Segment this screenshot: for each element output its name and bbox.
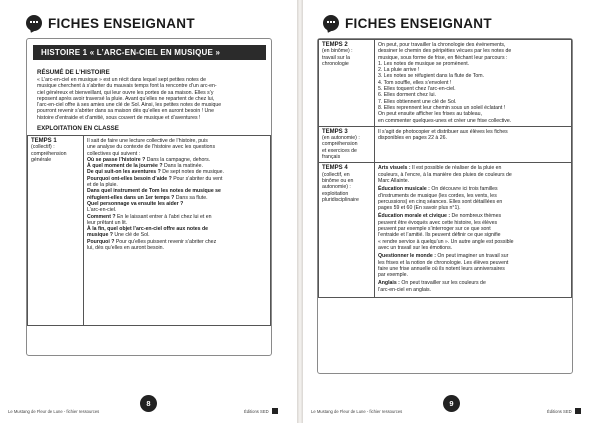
temps1-intro-line: une analyse du contexte de l’histoire avec les questions [87, 144, 216, 151]
question: À la fin, quel objet l’arc-en-ciel offre aux notes de [87, 226, 209, 233]
temps-subtitle: exploitation [322, 190, 349, 197]
temps1-label [28, 136, 84, 326]
chronology-step: 5. Elles toquent chez l’arc-en-ciel. [378, 86, 456, 93]
temps4-content [375, 163, 572, 298]
temps2-outro-line: On peut ensuite afficher les frises au tableau, [378, 111, 483, 118]
temps-subtitle: (collectif, en [322, 171, 350, 178]
temps1-intro-line: Il sait de faire une lecture collective de l’histoire, puis [87, 138, 208, 144]
right-header [323, 12, 492, 34]
temps-subtitle: et exercices de [322, 147, 357, 154]
question: Pourquoi ont-elles besoin d’aide ? [87, 175, 172, 182]
resume-line: reposent après avoir traversé la pluie. Avant qu’elles ne repartent de chez lui, [37, 95, 215, 102]
answer: Dans la matinée. [162, 163, 203, 170]
subject-block [378, 213, 568, 251]
subject-text-line: couleurs, à l’encre, à la manière des pluies de couleurs de [378, 171, 512, 178]
page-number-8: 8 [140, 395, 157, 412]
subject-block [378, 280, 568, 293]
temps2-intro-line: On peut, pour travailler la chronologie des événements, [378, 42, 506, 48]
subject-text: De nombreux thèmes [450, 213, 502, 220]
temps-subtitle: travail sur la [322, 54, 350, 61]
subject-label: Éducation morale et civique : [378, 213, 451, 220]
exploitation-title: EXPLOITATION EN CLASSE [37, 125, 119, 132]
subject-text-line: peuvent être évoqués avec cette histoire, les élèves [378, 219, 498, 226]
subject-text-line: Marc Allainte. [378, 177, 410, 184]
subject-text-line: l’entraide et l’amitié. Ils peuvent définir ce que signifie [378, 232, 501, 239]
temps-subtitle: pluridisciplinaire [322, 196, 359, 203]
question: À quel moment de la journée ? [87, 163, 163, 170]
temps-subtitle: chronologie [322, 60, 349, 67]
subject-label: Arts visuels : [378, 165, 411, 172]
page-title: FICHES ENSEIGNANT [48, 15, 195, 31]
temps-table [318, 39, 572, 298]
temps2-label: TEMPS 2 (en binôme) : travail sur la chronologie [319, 40, 375, 127]
right-page [303, 0, 600, 423]
question: Dans quel instrument de Tom les notes de musique se [87, 188, 221, 195]
question: réfugient-elles dans un 1er temps ? [87, 194, 175, 201]
resume-line: l’arc-en-ciel offre à ses amies une clé de Sol. Ainsi, les petites notes de musique [37, 102, 222, 109]
answer: Pour s’abriter du vent [171, 175, 223, 182]
temps1-content [84, 136, 271, 326]
chronology-step: 3. Les notes se réfugient dans la flute de Tom. [378, 73, 485, 80]
answer-continued: lui, dès qu’elles en auront besoin. [87, 245, 164, 252]
question: Quel personnage va ensuite les aider ? [87, 200, 184, 207]
chronology-step: 2. La pluie arrive ! [378, 67, 420, 74]
answer-continued: L’arc-en-ciel. [87, 207, 117, 214]
subject-text-line: avec un travail sur les émotions. [378, 244, 453, 251]
temps3-text-line: Il s’agit de photocopier et distribuer aux élèves les fiches [378, 128, 508, 135]
resume-line: musique cherchent à s’abriter du mauvais temps font la rencontre d’un arc-en- [37, 83, 217, 90]
subject-text: Il est possible de réaliser de la pluie en [410, 165, 502, 172]
subject-block [378, 253, 568, 278]
answer: En le laissant entrer à l’abri chez lui et en [115, 213, 212, 220]
temps-subtitle: (collectif) : [31, 144, 55, 151]
subject-label: Éducation musicale : [378, 186, 430, 193]
subject-label: Questionner le monde : [378, 253, 436, 260]
answer-continued: et de la pluie. [87, 182, 118, 189]
temps3-row [319, 126, 572, 162]
resume-line: pourront revenir s’abriter dans sa maison dès qu’elles en auront besoin ! Une [37, 108, 215, 115]
publisher-left: Éditions SED [244, 408, 278, 414]
right-footer: Le Mustang de Fleur de Lune - fichier ressources [311, 409, 403, 414]
temps-subtitle: français [322, 154, 341, 161]
temps1-intro-line: collectives qui suivent : [87, 150, 141, 157]
subject-text-line: d’instruments de musique (les cordes, les vents, les [378, 192, 497, 199]
answer-continued: leur prêtant un lit. [87, 219, 128, 226]
subject-text-line: « rendre service à quelqu’un ». Un autre angle est possible [378, 238, 514, 245]
resume-text [37, 77, 263, 121]
resume-title: RÉSUMÉ DE L’HISTOIRE [37, 69, 110, 76]
temps-subtitle: (en autonomie) : [322, 135, 360, 142]
temps2-row [319, 40, 572, 127]
subject-text: On peut travailler sur les couleurs de [399, 280, 486, 287]
story-banner: HISTOIRE 1 « L’ARC-EN-CIEL EN MUSIQUE » [33, 45, 266, 60]
left-header [26, 12, 195, 34]
chronology-step: 4. Tom souffle, elles s’envolent ! [378, 79, 452, 86]
question: musique ? [87, 232, 113, 239]
page-number-9: 9 [443, 395, 460, 412]
temps1-table [27, 135, 271, 326]
resume-line: histoire d’entraide et d’amitié, sous couvert de musique et d’aventures ! [37, 114, 201, 121]
temps-subtitle: compréhension [322, 141, 358, 148]
answer: De sept notes de musique. [160, 169, 224, 176]
temps2-intro-line: musique, sous forme de frise, en fléchant leur parcours : [378, 54, 508, 61]
temps-subtitle: générale [31, 156, 52, 163]
subject-text-line: percussions) en cinq séances. Elles sont détaillées en [378, 198, 503, 205]
subject-label: Anglais : [378, 280, 400, 287]
subject-block [378, 186, 568, 211]
temps3-content [375, 126, 572, 162]
speech-bubble-icon [323, 15, 339, 31]
publisher-right: Éditions SED [547, 408, 581, 414]
subject-text-line: les frises et la notion de chronologie. Les élèves peuvent [378, 259, 509, 266]
publisher-logo-icon [272, 408, 278, 414]
temps2-intro-line: dessiner le chemin des péripéties vécues par les notes de [378, 48, 512, 55]
left-page [0, 0, 297, 423]
question: De qui suit-on les aventures ? [87, 169, 161, 176]
resume-line: ciel généreux et bienveillant, qui leur ouvre les portes de sa maison. Elles s’y [37, 89, 214, 96]
chronology-step: 6. Elles dorment chez lui. [378, 92, 436, 99]
answer: Dans sa flute. [174, 194, 208, 201]
left-footer: Le Mustang de Fleur de Lune - fichier ressources [8, 409, 100, 414]
temps-subtitle: (en binôme) : [322, 48, 353, 55]
subject-text-line: peuvent par exemple s’interroger sur ce que sont [378, 226, 491, 233]
temps-subtitle: binôme ou en [322, 177, 354, 184]
chronology-step: 7. Elles obtiennent une clé de Sol. [378, 98, 457, 105]
chronology-step: 8. Elles reprennent leur chemin sous un soleil éclatant ! [378, 104, 506, 111]
answer: Une clé de Sol. [112, 232, 150, 239]
subject-text-line: l’arc-en-ciel en anglais. [378, 286, 432, 293]
temps-frame [317, 38, 573, 374]
subject-block [378, 165, 568, 184]
temps3-label: TEMPS 3 (en autonomie) : compréhension et exercices de français [319, 126, 375, 162]
subject-text-line: faire une frise annuelle où ils notent leurs anniversaires [378, 265, 505, 272]
temps-subtitle: autonomie) : [322, 184, 351, 191]
subject-text-line: pages 59 et 60 (En savoir plus n°1). [378, 205, 461, 212]
resume-line: « L’arc-en-ciel en musique » est un récit dans lequel sept petites notes de [37, 77, 206, 83]
temps3-text-line: disponibles en pages 22 à 26. [378, 135, 447, 142]
temps2-content [375, 40, 572, 127]
temps-subtitle: compréhension [31, 150, 67, 157]
temps2-outro-line: en commenter quelques-unes et créer une frise collective. [378, 117, 512, 124]
temps1-title: TEMPS 1 [31, 138, 57, 144]
answer: Dans la campagne, dehors. [145, 156, 211, 163]
question: Pourquoi ? [87, 238, 115, 245]
story-frame [26, 38, 272, 356]
question: Comment ? [87, 213, 116, 220]
subject-text: On peut imaginer un travail sur [435, 253, 509, 260]
temps4-label: TEMPS 4 (collectif, en binôme ou en autonomie) : exploitation pluridisciplinaire [319, 163, 375, 298]
chronology-step: 1. Les notes de musique se promènent. [378, 60, 470, 67]
publisher-logo-icon [575, 408, 581, 414]
temps4-row [319, 163, 572, 298]
speech-bubble-icon [26, 15, 42, 31]
answer: Pour qu’elles puissent revenir s’abriter chez [114, 238, 217, 245]
question: Où se passe l’histoire ? [87, 156, 146, 163]
page-title: FICHES ENSEIGNANT [345, 15, 492, 31]
subject-text-line: par exemple. [378, 272, 408, 279]
subject-text: On découvre ici trois familles [429, 186, 498, 193]
